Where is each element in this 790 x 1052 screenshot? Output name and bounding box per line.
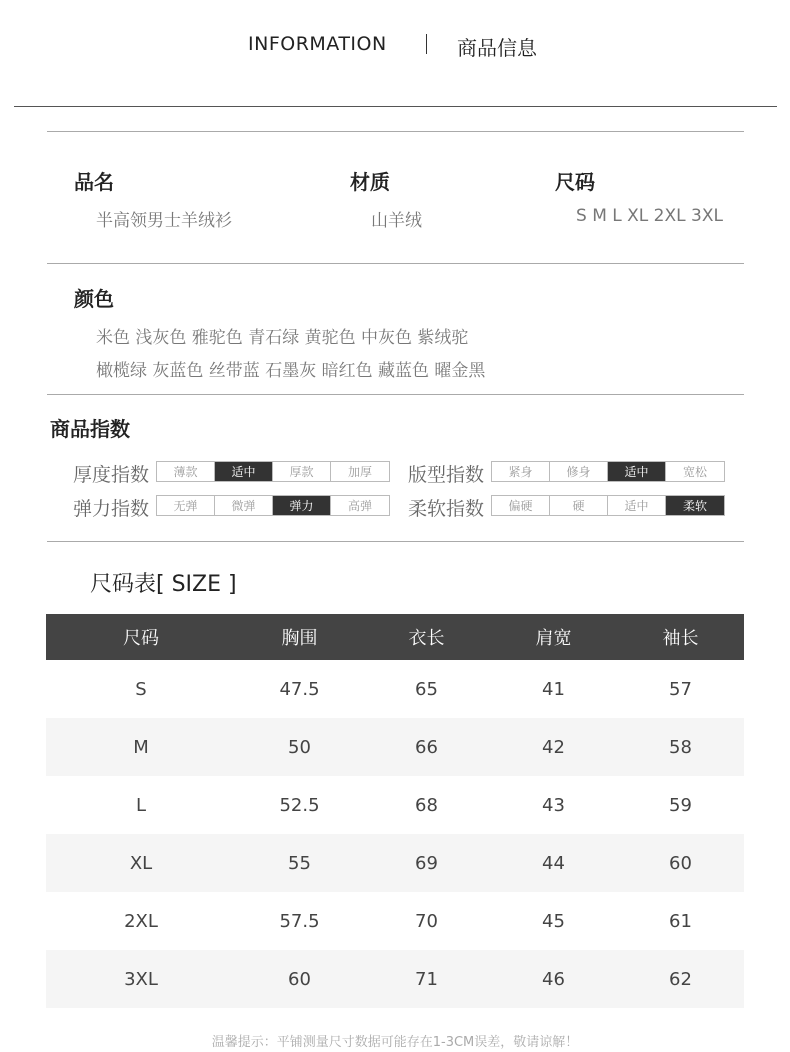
table-cell: 55	[236, 834, 363, 892]
table-cell: 65	[415, 678, 438, 700]
size-table-header	[46, 614, 744, 660]
section-rule	[47, 541, 744, 542]
table-cell: 62	[617, 950, 744, 1008]
table-cell: 52.5	[279, 794, 320, 816]
table-cell: 60	[236, 950, 363, 1008]
color-label: 颜色	[74, 287, 114, 311]
table-cell: M	[46, 718, 236, 776]
scale-option: 适中	[215, 462, 273, 481]
footer-note: 温馨提示：平铺测量尺寸数据可能存在1-3CM误差，敬请谅解！	[211, 1035, 579, 1050]
scale-option: 宽松	[682, 465, 707, 479]
elasticity-label: 弹力指数	[73, 498, 150, 520]
table-cell: 70	[415, 910, 438, 932]
table-row	[46, 892, 744, 950]
table-cell: 3XL	[46, 950, 236, 1008]
size-value: S M L XL 2XL 3XL	[576, 206, 723, 226]
scale-option: 无弹	[157, 496, 215, 515]
scale-option: 修身	[550, 462, 608, 481]
table-row	[46, 834, 744, 892]
scale-option: 紧身	[492, 462, 550, 481]
scale-option: 高弹	[347, 499, 372, 513]
scale-option: 厚款	[273, 462, 331, 481]
table-row	[46, 950, 744, 1008]
fit-label: 版型指数	[408, 464, 485, 486]
table-cell: 58	[617, 718, 744, 776]
thickness-label: 厚度指数	[73, 464, 150, 486]
scale-option: 适中	[608, 496, 666, 515]
name-value: 半高领男士羊绒衫	[96, 211, 232, 231]
table-cell: 68	[415, 794, 438, 816]
scale-option: 薄款	[157, 462, 215, 481]
header-cell: 胸围	[236, 614, 363, 660]
fit-scale	[491, 461, 725, 482]
table-cell: 45	[542, 910, 565, 932]
table-cell: 42	[490, 718, 617, 776]
scale-option: 硬	[550, 496, 608, 515]
table-cell: 44	[490, 834, 617, 892]
table-cell: 41	[542, 678, 565, 700]
scale-option: 微弹	[215, 496, 273, 515]
scale-option: 适中	[608, 462, 666, 481]
table-cell: 59	[669, 794, 692, 816]
table-cell: 57	[669, 678, 692, 700]
name-label: 品名	[74, 170, 114, 194]
table-cell: 47.5	[279, 678, 320, 700]
indices-title: 商品指数	[50, 417, 130, 441]
scale-option: 加厚	[347, 465, 372, 479]
header-cell: 尺码	[46, 614, 236, 660]
table-cell: 57.5	[279, 910, 320, 932]
table-cell: 71	[363, 950, 490, 1008]
size-table	[46, 614, 744, 1008]
scale-option: 柔软	[666, 496, 724, 515]
scale-option: 弹力	[273, 496, 331, 515]
thickness-scale	[156, 461, 390, 482]
section-rule	[47, 263, 744, 264]
size-label: 尺码	[555, 170, 595, 194]
table-cell: 46	[490, 950, 617, 1008]
color-list-line1: 米色 浅灰色 雅驼色 青石绿 黄驼色 中灰色 紫绒驼	[96, 328, 469, 348]
table-cell: 69	[363, 834, 490, 892]
color-list-line2: 橄榄绿 灰蓝色 丝带蓝 石墨灰 暗红色 藏蓝色 曜金黑	[96, 361, 486, 381]
header-cell: 袖长	[617, 614, 744, 660]
header-title-en: INFORMATION	[248, 33, 387, 55]
table-cell: 60	[617, 834, 744, 892]
table-cell: S	[135, 678, 147, 700]
header-title-cn: 商品信息	[457, 36, 537, 60]
table-cell: XL	[46, 834, 236, 892]
header-divider	[426, 34, 427, 54]
table-cell: 43	[542, 794, 565, 816]
header-cell: 肩宽	[490, 614, 617, 660]
section-rule	[47, 131, 744, 132]
table-row	[46, 718, 744, 776]
size-table-title: 尺码表[ SIZE ]	[90, 572, 237, 597]
material-value: 山羊绒	[371, 211, 422, 231]
scale-option: 偏硬	[492, 496, 550, 515]
table-cell: 2XL	[124, 910, 158, 932]
material-label: 材质	[350, 170, 390, 194]
table-cell: 66	[363, 718, 490, 776]
softness-label: 柔软指数	[408, 498, 485, 520]
table-row	[46, 660, 744, 718]
header-rule	[14, 106, 777, 107]
table-row	[46, 776, 744, 834]
table-cell: 61	[669, 910, 692, 932]
header-cell: 衣长	[363, 614, 490, 660]
section-rule	[47, 394, 744, 395]
table-cell: 50	[236, 718, 363, 776]
elasticity-scale	[156, 495, 390, 516]
table-cell: L	[135, 794, 147, 816]
softness-scale	[491, 495, 725, 516]
